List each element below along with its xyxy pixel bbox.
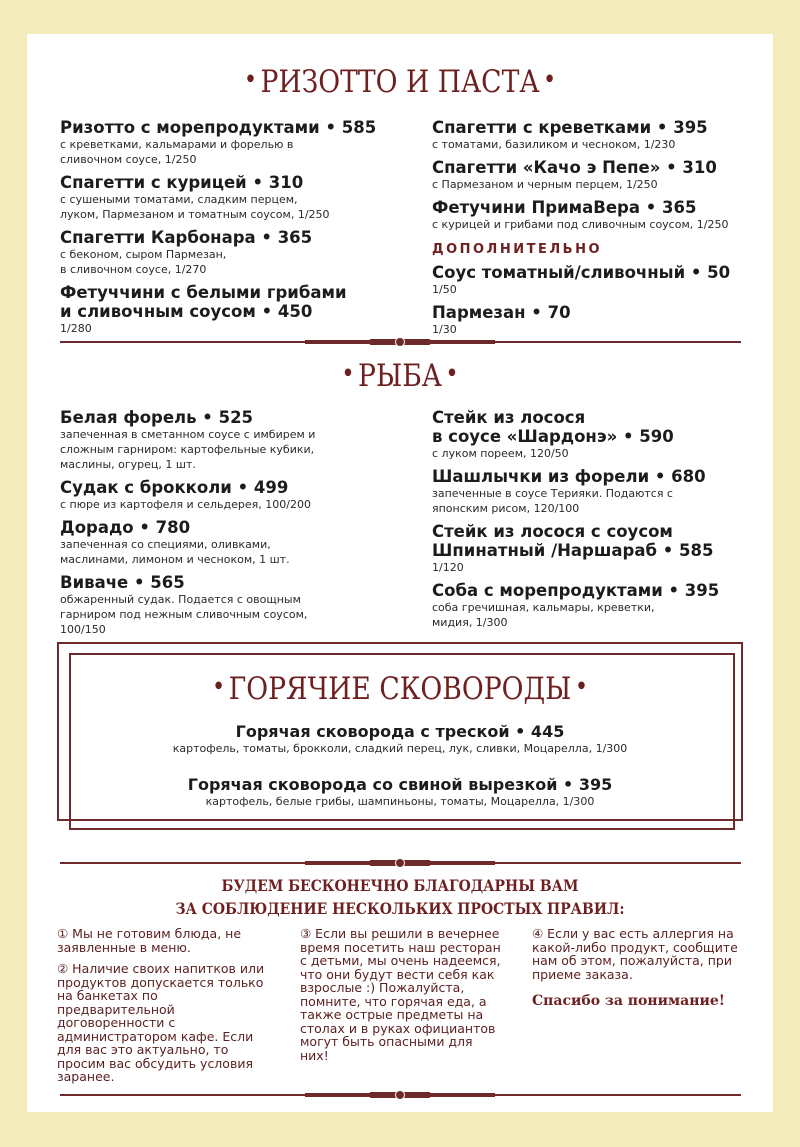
menu-item [60,518,410,567]
item-desc: с курицей и грибами под сливочным соусом, 1/250 [432,218,729,231]
item-desc: гарниром под нежным сливочным соусом, [60,608,308,621]
item-desc: обжаренный судак. Подается с овощным [60,593,301,606]
menu-page [27,34,773,1112]
item-name: Спагетти «Качо э Пепе» • 310 [432,158,717,177]
item-desc: 1/30 [432,323,457,336]
item-desc: запеченные в соусе Терияки. Подаются с [432,487,673,500]
item-desc: с беконом, сыром Пармезан, [60,248,227,261]
menu-item [60,173,400,222]
item-name: Ризотто с морепродуктами • 585 [60,118,377,137]
menu-item [60,283,400,336]
item-desc: с пюре из картофеля и сельдерея, 100/200 [60,498,311,511]
menu-item [432,118,762,152]
rule-1: ① Мы не готовим блюда, не заявленные в меню. [57,926,242,955]
section-title-fish [79,358,721,394]
rules-heading-line: ЗА СОБЛЮДЕНИЕ НЕСКОЛЬКИХ ПРОСТЫХ ПРАВИЛ: [175,899,625,918]
menu-item [432,303,762,337]
risotto-left-column [60,118,400,342]
rule-3: ③ Если вы решили в вечернее время посетить наш ресторан с детьми, мы очень надеемся, что они будут вести себя как взрослые :) Пожалуйста, помните, что горячая еда, а также острые предметы на столах и в руках официантов могут быть опасными для них! [300,926,501,1063]
item-name: Фетуччини с белыми грибами [60,283,347,302]
item-name: Спагетти Карбонара • 365 [60,228,313,247]
item-desc: с сушеными томатами, сладким перцем, [60,193,298,206]
item-desc: в сливочном соусе, 1/270 [60,263,207,276]
item-name: Пармезан • 70 [432,303,571,322]
bullet-icon: • [211,672,226,702]
item-desc: сложным гарниром: картофельные кубики, [60,443,315,456]
rule-4: ④ Если у вас есть аллергия на какой-либо продукт, сообщите нам об этом, пожалуйста, при приеме заказа. [532,926,738,982]
item-name: Белая форель • 525 [60,408,254,427]
risotto-right-column [432,118,762,343]
item-name: Фетучини ПримаВера • 365 [432,198,697,217]
item-desc: картофель, белые грибы, шампиньоны, томаты, Моцарелла, 1/300 [205,795,595,808]
item-desc: с томатами, базиликом и чесноком, 1/230 [432,138,676,151]
item-name: Судак с брокколи • 499 [60,478,289,497]
thanks-text: Спасибо за понимание! [532,993,725,1009]
rules-column-2 [300,927,505,1070]
menu-item [60,118,400,167]
menu-item [432,158,762,192]
item-name: Дорадо • 780 [60,518,191,537]
fish-right-column [432,408,762,636]
menu-item [27,775,773,809]
menu-item [60,478,410,512]
bullet-icon: • [574,672,589,702]
rules-column-3 [532,927,747,1009]
section-title-risotto-pasta [79,64,721,100]
menu-item [60,408,410,472]
item-desc: 1/50 [432,283,457,296]
item-name: Соба с морепродуктами • 395 [432,581,720,600]
fish-left-column [60,408,410,643]
item-desc: с Пармезаном и черным перцем, 1/250 [432,178,658,191]
item-desc: запеченная со специями, оливками, [60,538,271,551]
item-desc: луком, Пармезаном и томатным соусом, 1/250 [60,208,330,221]
ornamental-divider [60,1090,741,1100]
section-title-text: РЫБА [358,358,442,394]
bullet-icon: • [542,65,557,95]
item-desc: с креветками, кальмарами и форелью в [60,138,294,151]
item-name: Стейк из лосося [432,408,586,427]
menu-item [432,263,762,297]
rules-heading [64,874,735,920]
item-desc: маслинами, лимоном и чесноком, 1 шт. [60,553,290,566]
ornamental-divider [60,337,741,347]
item-desc: запеченная в сметанном соусе с имбирем и [60,428,316,441]
menu-item [432,522,762,575]
item-name: Горячая сковорода со свиной вырезкой • 395 [187,775,613,794]
item-desc: картофель, томаты, брокколи, сладкий перец, лук, сливки, Моцарелла, 1/300 [172,742,628,755]
bullet-icon: • [445,359,459,389]
item-name: Стейк из лосося с соусом [432,522,673,541]
section-title-text: ГОРЯЧИЕ СКОВОРОДЫ [228,671,572,707]
extras-subheading: ДОПОЛНИТЕЛЬНО [432,242,603,257]
rule-2: ② Наличие своих напитков или продуктов допускается только на банкетах по предварительной договоренности с администратором кафе. Если для вас это актуально, то просим вас обсудить условия заранее. [57,961,265,1084]
section-title-hot-pans [79,671,721,707]
menu-item [432,581,762,630]
item-name: и сливочным соусом • 450 [60,302,313,321]
item-name: Шашлычки из форели • 680 [432,467,706,486]
menu-item [432,408,762,461]
item-name: Шпинатный /Наршараб • 585 [432,541,714,560]
rules-heading-line: БУДЕМ БЕСКОНЕЧНО БЛАГОДАРНЫ ВАМ [221,876,579,895]
menu-item [60,573,410,637]
item-desc: маслины, огурец, 1 шт. [60,458,196,471]
item-desc: соба гречишная, кальмары, креветки, [432,601,655,614]
item-name: Спагетти с креветками • 395 [432,118,708,137]
bullet-icon: • [243,65,258,95]
item-name: Виваче • 565 [60,573,185,592]
item-desc: 1/120 [432,561,464,574]
item-name: в соусе «Шардонэ» • 590 [432,427,674,446]
menu-item [432,198,762,232]
item-desc: японским рисом, 120/100 [432,502,580,515]
item-desc: 1/280 [60,322,92,335]
item-name: Соус томатный/сливочный • 50 [432,263,731,282]
ornamental-divider [60,858,741,868]
bullet-icon: • [341,359,355,389]
item-name: Спагетти с курицей • 310 [60,173,304,192]
section-title-text: РИЗОТТО И ПАСТА [260,64,540,100]
rules-column-1 [57,927,267,1092]
menu-item [27,722,773,756]
menu-item [432,467,762,516]
menu-item [60,228,400,277]
item-desc: с луком пореем, 120/50 [432,447,569,460]
item-name: Горячая сковорода с треской • 445 [235,722,565,741]
item-desc: 100/150 [60,623,106,636]
item-desc: сливочном соусе, 1/250 [60,153,197,166]
item-desc: мидия, 1/300 [432,616,508,629]
